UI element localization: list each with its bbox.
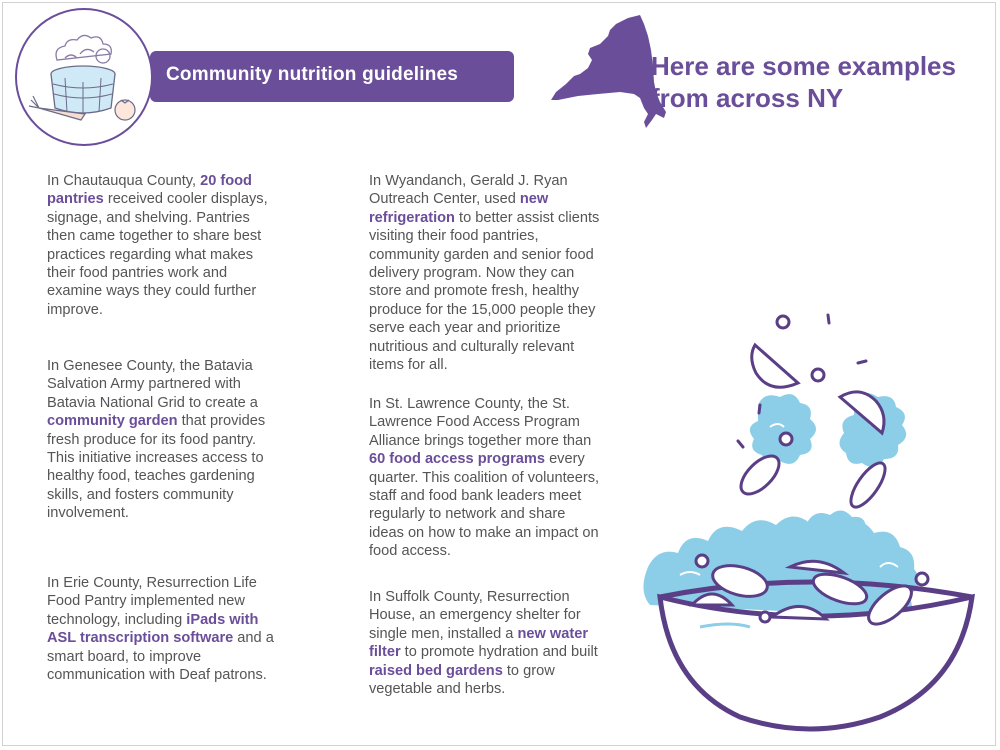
highlight-text: new water filter [369,625,589,661]
paragraph-text: In St. Lawrence County, the St. Lawrence Food Access Program Alliance brings together more than [369,396,592,449]
paragraph-text: to promote hydration and built [400,644,598,661]
paragraph-text: In Erie County, Resurrection Life Food Pantry implemented new technology, including [47,575,257,628]
paragraph-text: to grow vegetable and herbs. [369,662,555,698]
paragraph-text: In Wyandanch, Gerald J. Ryan Outreach Center, used [369,173,568,208]
paragraph-text: that provides fresh produce for its food pantry. This initiative increases access to healthy food, teaches gardening skills, and fosters community involvement. [47,413,266,522]
highlight-text: 60 food access programs [369,451,546,468]
paragraph-text: In Genesee County, the Batavia Salvation Army partnered with Batavia National Grid to create a [47,358,258,411]
highlight-text: 20 food pantries [47,173,252,208]
highlight-text: community garden [47,413,178,430]
paragraph-chautauqua [47,172,282,319]
paragraph-text: received cooler displays, signage, and shelving. Pantries then came together to share best practices regarding what makes their food pantries work and examine ways they could further improve. [47,191,268,318]
vegetable-basket-icon [15,8,153,146]
paragraph-genesee [47,357,282,523]
paragraph-suffolk [369,588,603,698]
paragraph-text: every quarter. This coalition of volunteers, staff and food bank leaders meet regularly to network and share ideas on how to make an impact on food access. [369,451,600,560]
paragraph-text: and a smart board, to improve communication with Deaf patrons. [47,630,274,684]
paragraph-erie [47,574,285,684]
highlight-text: iPads with ASL transcription software [47,611,259,647]
page-title: Community nutrition guidelines [166,64,459,85]
paragraph-st-lawrence [369,395,603,561]
paragraph-text: In Chautauqua County, [47,173,201,189]
paragraph-wyandanch [369,172,603,374]
highlight-text: new refrigeration [369,191,549,226]
paragraph-text: In Suffolk County, Resurrection House, an emergency shelter for single men, installed a [369,589,581,642]
paragraph-text: to better assist clients visiting their food pantries, community garden and senior food delivery program. Now they can store and promote fresh, healthy produce for the 15,000 people they serve each year and prioritize nutritious and culturally relevant items for all. [369,209,600,374]
salad-bowl-icon [640,305,985,740]
examples-heading: Here are some examples from across NY [651,51,956,113]
highlight-text: raised bed gardens [369,662,503,679]
